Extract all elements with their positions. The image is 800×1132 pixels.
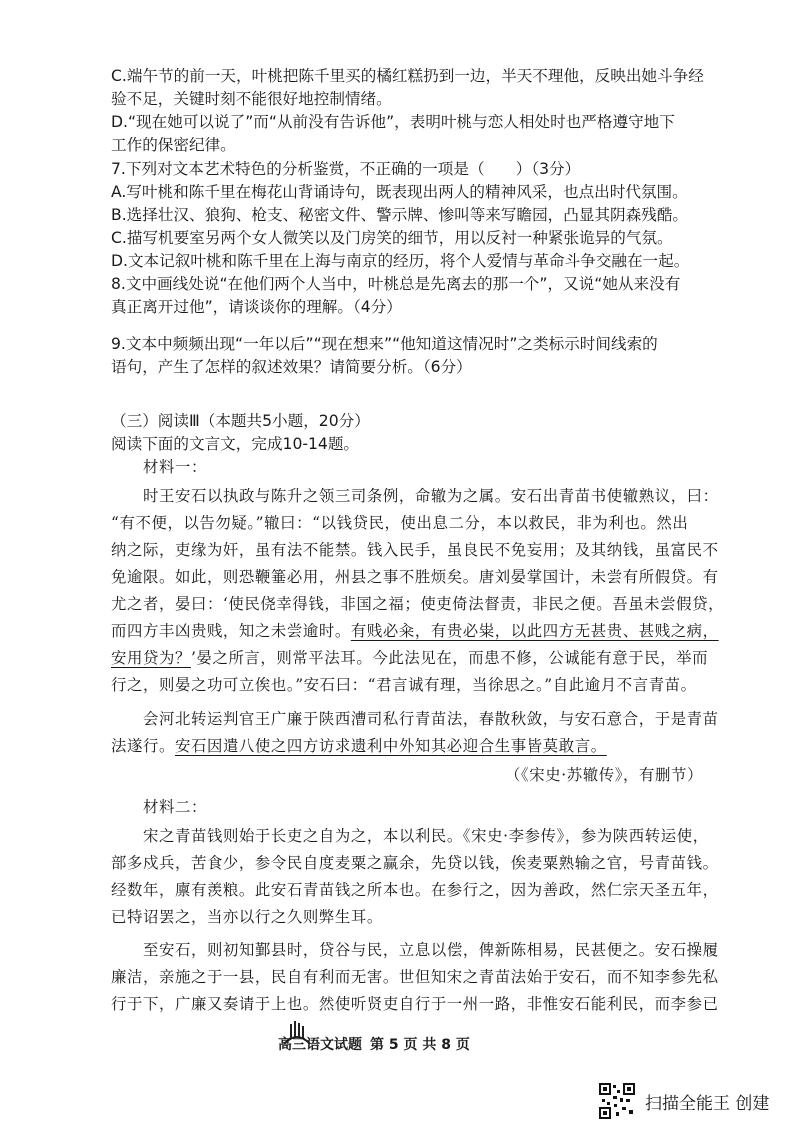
material-2-line-1: 宋之青苗钱则始于长吏之自为之，本以利民。《宋史·李参传》，参为陕西转运使， <box>143 827 709 845</box>
section-heading: （三）阅读Ⅲ（本题共5小题，20分） <box>111 412 370 430</box>
material-1-line-4: 免逾限。如此，则恐鞭箠必用，州县之事不胜烦矣。唐刘晏掌国计，未尝有所假贷。有 <box>111 568 719 586</box>
material-1-line-5: 尤之者，晏曰：‘使民侥幸得钱，非国之福；使吏倚法督责，非民之便。吾虽未尝假贷， <box>111 595 725 613</box>
line-6-plain: 而四方丰凶贵贱，知之未尝逾时。 <box>111 622 351 640</box>
question-9-line-2: 语句，产生了怎样的叙述效果？请简要分析。（6分） <box>111 358 472 376</box>
material-1-label: 材料一： <box>143 458 207 476</box>
q7-option-b: B.选择壮汉、狼狗、枪支、秘密文件、警示牌、惨叫等来写瞻园，凸显其阴森残酷。 <box>111 206 689 224</box>
question-7: 7.下列对文本艺术特色的分析鉴赏，不正确的一项是（ ）（3分） <box>111 160 581 178</box>
scanner-watermark: 扫描全能王 创建 <box>645 1094 770 1114</box>
material-2-line-6: 廉洁，亲施之于一县，民自有利而无害。世但知宋之青苗法始于安石，而不知李参先私 <box>111 968 719 986</box>
line-10-plain: 法遂行。 <box>111 737 175 755</box>
material-1-line-1: 时王安石以执政与陈升之领三司条例，命辙为之属。安石出青苗书使辙熟议，曰： <box>143 487 719 505</box>
question-8-line-1: 8.文中画线处说“在他们两个人当中，叶桃总是先离去的那一个”，又说“她从来没有 <box>111 275 681 293</box>
footer-page-number: 第 5 页 共 8 页 <box>370 1037 470 1053</box>
q7-option-a: A.写叶桃和陈千里在梅花山背诵诗句，既表现出两人的精神风采，也点出时代氛围。 <box>111 183 688 201</box>
line-7-plain: ’晏之所言，则常平法耳。今此法见在，而患不修，公诚能有意于民，举而 <box>190 649 709 667</box>
footer-title: 高三语文试题 <box>278 1037 362 1053</box>
option-d-line-1: D.“现在她可以说了”而“从前没有告诉他”，表明叶桃与恋人相处时也严格遵守地下 <box>111 113 675 131</box>
material-1-line-6 <box>111 620 719 642</box>
option-c-line-1: C.端午节的前一天，叶桃把陈千里买的橘红糕扔到一边，半天不理他，反映出她斗争经 <box>111 67 704 85</box>
material-2-line-7: 行于下，广廉又奏请于上也。然使听贤吏自行于一州一路，非惟安石能利民，而李参已 <box>111 995 719 1013</box>
question-9-line-1: 9.文本中频频出现“一年以后”“现在想来”“他知道这情况时”之类标示时间线索的 <box>111 335 658 353</box>
material-1-line-10 <box>111 735 607 757</box>
material-2-line-5: 至安石，则初知鄞县时，贷谷与民，立息以偿，俾新陈相易，民甚便之。安石操履 <box>143 941 719 959</box>
material-1-line-7 <box>111 647 708 669</box>
underlined-passage-1b: 安用贷为？ <box>111 649 191 667</box>
material-1-line-9: 会河北转运判官王广廉于陕西漕司私行青苗法，春散秋敛，与安石意合，于是青苗 <box>143 710 719 728</box>
material-2-line-2: 部多戍兵，苦食少，参令民自度麦粟之赢余，先贷以钱，俟麦粟熟输之官，号青苗钱。 <box>111 854 719 872</box>
q7-option-c: C.描写机要室另两个女人微笑以及门房笑的细节，用以反衬一种紧张诡异的气氛。 <box>111 229 673 247</box>
material-2-label: 材料二： <box>143 798 207 816</box>
material-1-source: （《宋史·苏辙传》，有删节） <box>505 766 703 784</box>
question-8-line-2: 真正离开过他”，请谈谈你的理解。（4分） <box>111 298 402 316</box>
material-1-line-3: 纳之际，吏缘为奸，虽有法不能禁。钱入民手，虽良民不免妄用；及其纳钱，虽富民不 <box>111 541 719 559</box>
qr-code-icon <box>598 1082 636 1120</box>
material-1-line-8: 行之，则晏之功可立俟也。”安石曰：“君言诚有理，当徐思之。”自此逾月不言青苗。 <box>111 676 697 694</box>
material-2-line-3: 经数年，廪有羡粮。此安石青苗钱之所本也。在参行之，因为善政，然仁宗天圣五年， <box>111 881 719 899</box>
material-1-line-2: “有不便，以告勿疑。”辙曰：“以钱贷民，使出息二分，本以救民，非为利也。然出 <box>111 514 689 532</box>
option-c-line-2: 验不足，关键时刻不能很好地控制情绪。 <box>111 90 392 108</box>
section-instruction: 阅读下面的文言文，完成10-14题。 <box>111 435 360 453</box>
q7-option-d: D.文本记叙叶桃和陈千里在上海与南京的经历，将个人爱情与革命斗争交融在一起。 <box>111 252 690 270</box>
underlined-passage-1a: 有贱必籴，有贵必粜，以此四方无甚贵、甚贱之病， <box>350 622 719 640</box>
material-2-line-4: 已特诏罢之，当亦以行之久则弊生耳。 <box>111 908 383 926</box>
page-footer <box>278 1034 478 1054</box>
option-d-line-2: 工作的保密纪律。 <box>111 136 236 154</box>
underlined-passage-2: 安石因遣八使之四方访求遗利中外知其必迎合生事皆莫敢言。 <box>174 737 607 755</box>
